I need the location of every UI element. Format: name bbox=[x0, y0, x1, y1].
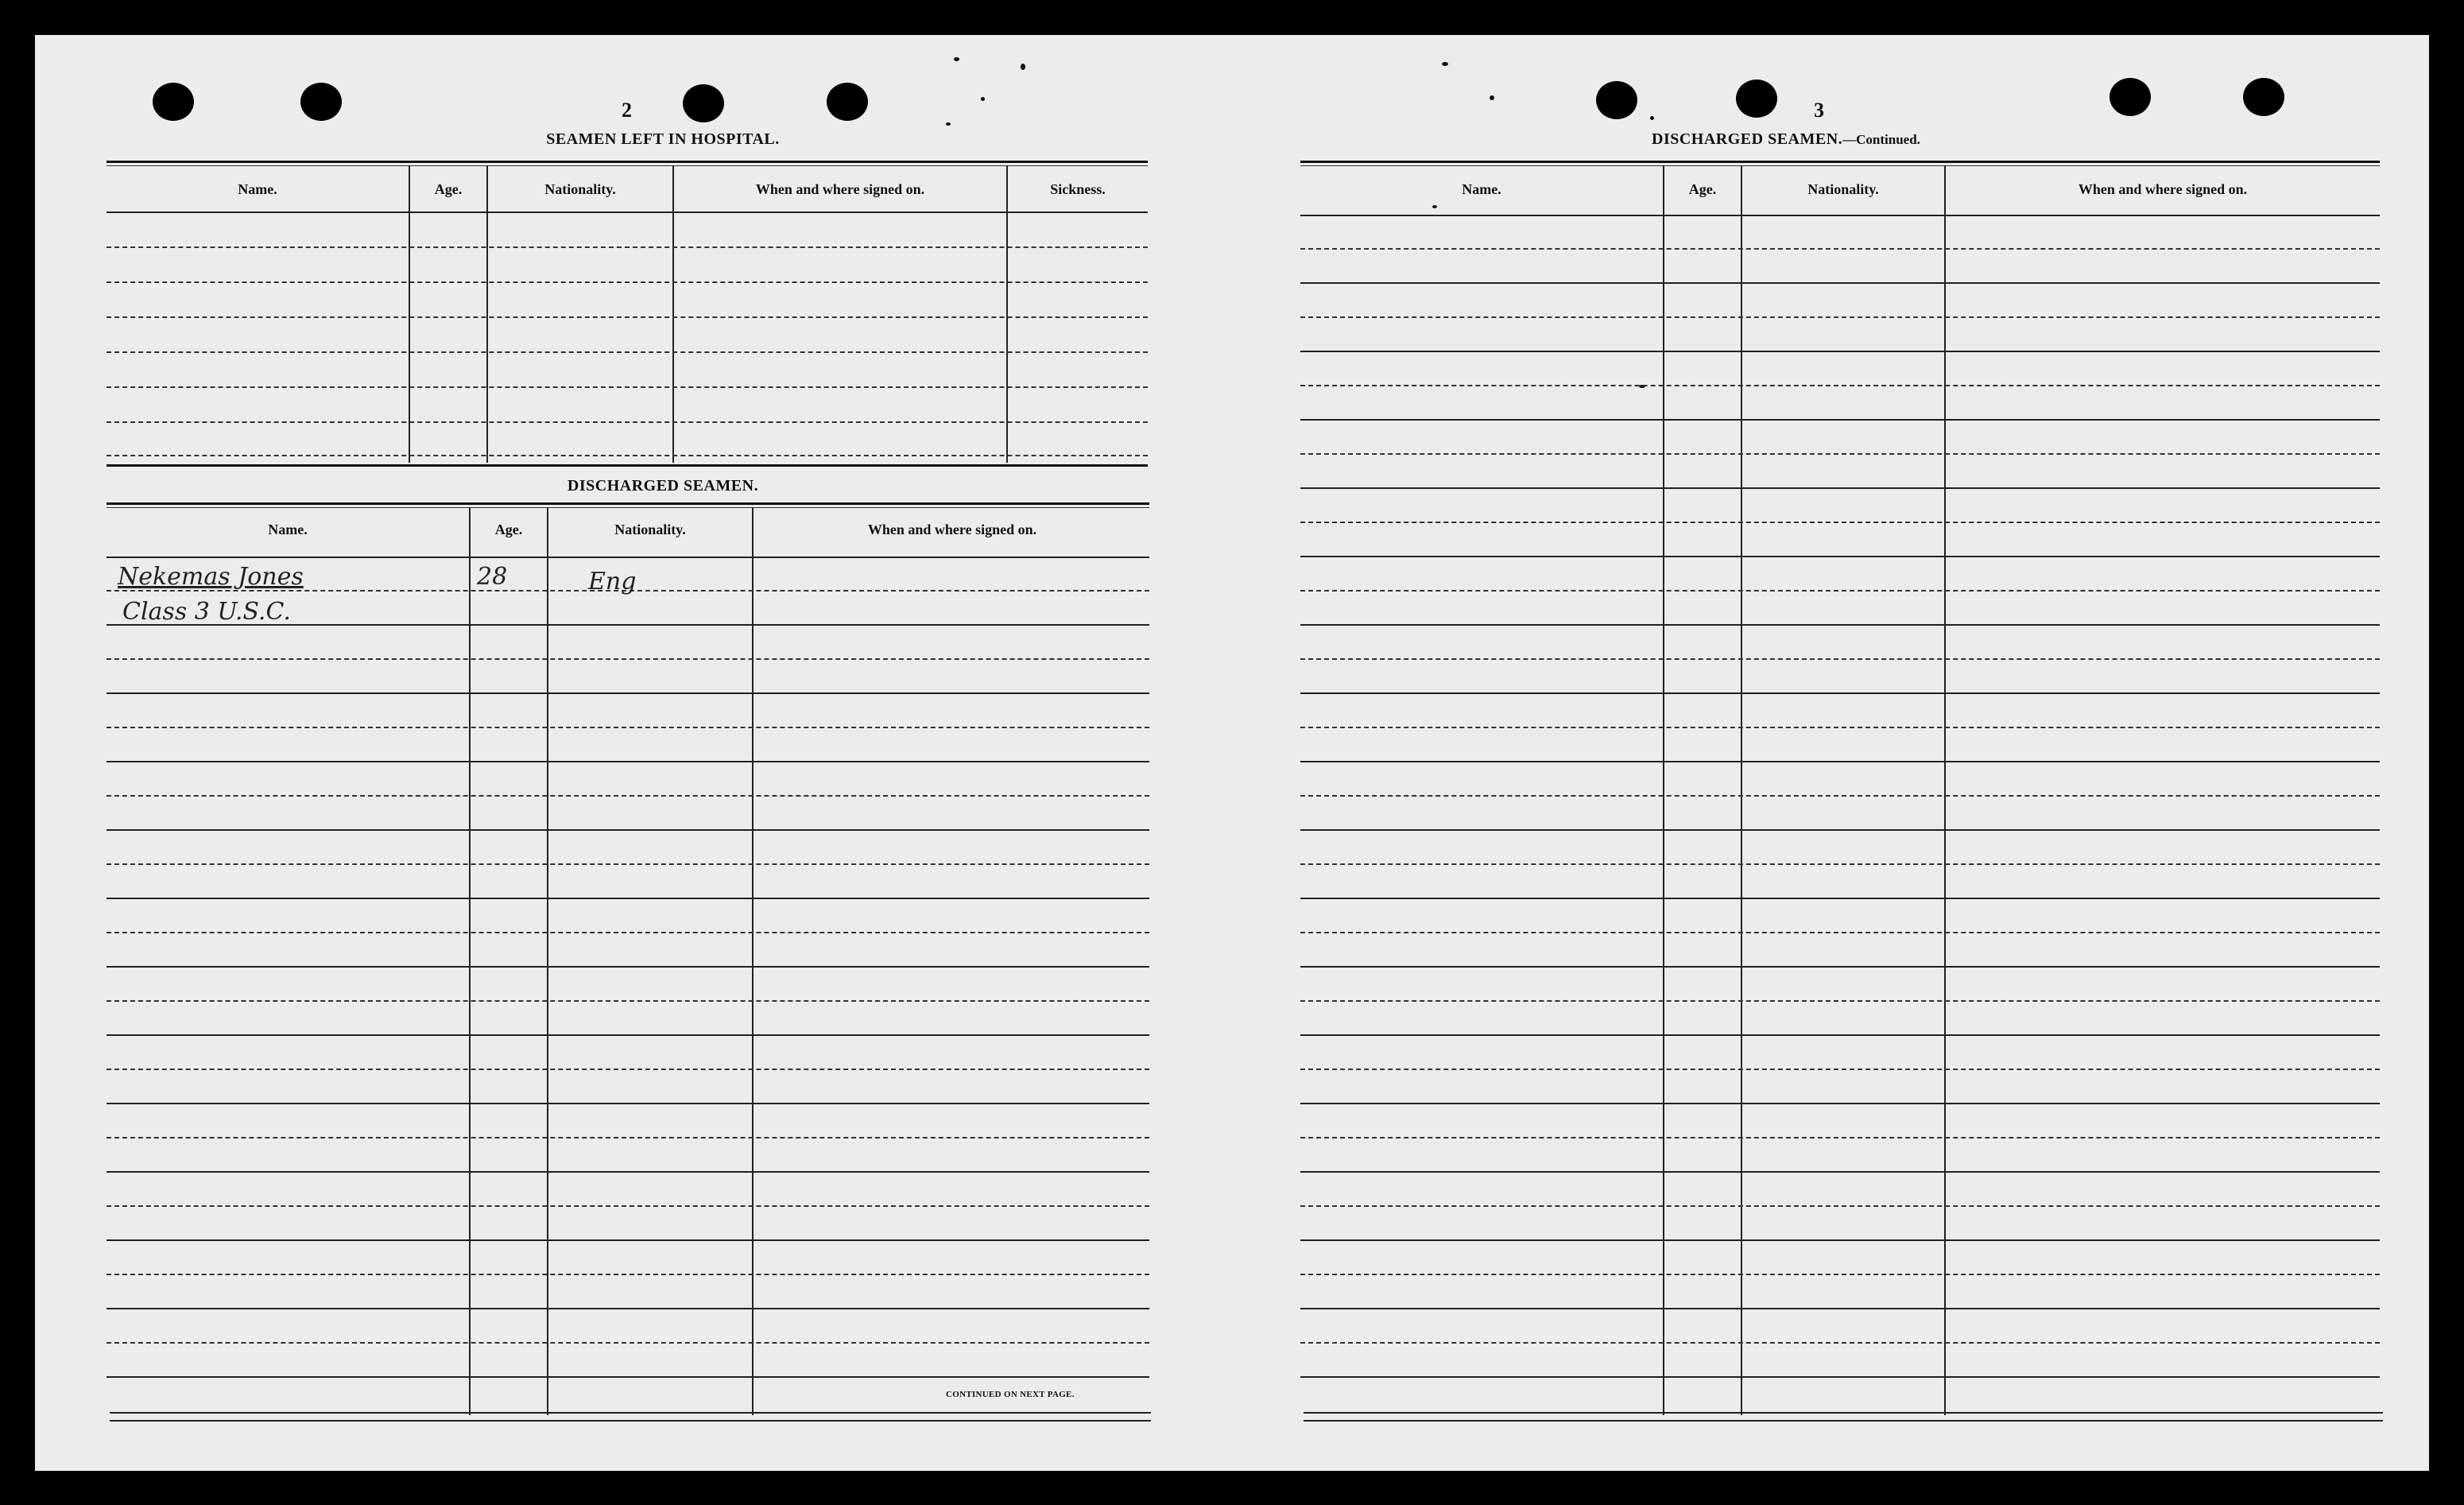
ledger-row-line bbox=[1300, 1171, 2380, 1173]
ledger-row-line bbox=[1300, 1274, 2380, 1275]
ledger-row-line bbox=[1300, 692, 2380, 694]
divider-age bbox=[469, 507, 471, 1415]
section-title-continued: —Continued. bbox=[1842, 132, 1920, 147]
ledger-row-line bbox=[1300, 590, 2380, 592]
ledger-row-line bbox=[1300, 863, 2380, 865]
col-header-when-where: When and where signed on. bbox=[2078, 181, 2248, 197]
divider-nationality bbox=[547, 507, 548, 1415]
ledger-row-line bbox=[107, 966, 1149, 968]
punch-hole bbox=[2243, 78, 2284, 116]
ledger-row-line bbox=[107, 1274, 1149, 1275]
ledger-row-line bbox=[107, 658, 1149, 660]
punch-hole bbox=[1736, 80, 1777, 118]
ledger-row-line bbox=[107, 1342, 1149, 1344]
ledger-sheet bbox=[35, 35, 2429, 1471]
ledger-row-line bbox=[107, 727, 1149, 728]
punch-hole bbox=[827, 83, 868, 121]
ledger-row-line bbox=[107, 1308, 1149, 1309]
ledger-row-line bbox=[1300, 248, 2380, 250]
handwritten-nationality: Eng bbox=[588, 568, 637, 595]
ledger-row-line bbox=[1300, 761, 2380, 762]
section-title-main: DISCHARGED SEAMEN. bbox=[1652, 130, 1843, 148]
ledger-row-line bbox=[107, 692, 1149, 694]
ledger-row-line bbox=[107, 1376, 1149, 1378]
ledger-row-line bbox=[1300, 351, 2380, 352]
page-number: 3 bbox=[1814, 99, 1824, 122]
punch-hole bbox=[1596, 81, 1637, 119]
ledger-row-line bbox=[107, 1137, 1149, 1138]
ledger-row-line bbox=[1300, 556, 2380, 557]
ledger-row-line bbox=[1300, 1137, 2380, 1138]
ledger-row-line bbox=[1300, 898, 2380, 899]
col-header-name: Name. bbox=[1462, 181, 1501, 197]
ledger-row-line bbox=[1300, 658, 2380, 660]
ledger-row-line bbox=[107, 1239, 1149, 1241]
ledger-row-line bbox=[1300, 829, 2380, 831]
punch-hole bbox=[153, 83, 194, 121]
ledger-row-line bbox=[1300, 522, 2380, 523]
ledger-row-line bbox=[107, 1205, 1149, 1207]
col-header-nationality: Nationality. bbox=[614, 522, 686, 537]
ledger-row-line bbox=[107, 829, 1149, 831]
section-title-hospital: SEAMEN LEFT IN HOSPITAL. bbox=[546, 130, 780, 148]
ledger-row-line bbox=[1300, 1205, 2380, 1207]
col-header-when-where: When and where signed on. bbox=[755, 181, 925, 197]
ledger-row-line bbox=[1300, 316, 2380, 318]
ledger-row-line bbox=[107, 761, 1149, 762]
ledger-row-line bbox=[1300, 932, 2380, 933]
ledger-row-line bbox=[107, 863, 1149, 865]
ledger-row-line bbox=[1300, 1000, 2380, 1002]
continued-note: CONTINUED ON NEXT PAGE. bbox=[946, 1390, 1075, 1399]
divider-age bbox=[1663, 165, 1664, 1415]
section-title-discharged: DISCHARGED SEAMEN. bbox=[567, 477, 759, 495]
ledger-row-line bbox=[1300, 385, 2380, 386]
ledger-row-line bbox=[1300, 1342, 2380, 1344]
divider-nationality bbox=[1741, 165, 1742, 1415]
punch-hole bbox=[2110, 78, 2151, 116]
section-title-discharged-continued bbox=[1652, 130, 1920, 149]
punch-hole bbox=[300, 83, 342, 121]
handwritten-rating: Class 3 U.S.C. bbox=[122, 598, 291, 626]
col-header-sickness: Sickness. bbox=[1050, 181, 1106, 197]
ledger-row-line bbox=[1300, 1069, 2380, 1070]
page-number: 2 bbox=[622, 99, 632, 122]
col-header-age: Age. bbox=[434, 181, 463, 197]
ledger-row-line bbox=[107, 795, 1149, 797]
col-header-nationality: Nationality. bbox=[544, 181, 616, 197]
col-header-name: Name. bbox=[238, 181, 277, 197]
ledger-row-line bbox=[1300, 1034, 2380, 1036]
ledger-row-line bbox=[1300, 1239, 2380, 1241]
punch-hole bbox=[683, 84, 724, 122]
ledger-row-line bbox=[1300, 1103, 2380, 1104]
col-header-nationality: Nationality. bbox=[1807, 181, 1879, 197]
handwritten-name: Nekemas Jones bbox=[118, 563, 304, 591]
ledger-row-line bbox=[107, 1000, 1149, 1002]
col-header-age: Age. bbox=[1688, 181, 1717, 197]
divider-when-where bbox=[1944, 165, 1946, 1415]
ledger-row-line bbox=[107, 932, 1149, 933]
ledger-row-line bbox=[1300, 1376, 2380, 1378]
ledger-row-line bbox=[107, 1069, 1149, 1070]
ledger-row-line bbox=[1300, 419, 2380, 421]
ledger-row-line bbox=[1300, 966, 2380, 968]
ledger-row-line bbox=[1300, 795, 2380, 797]
ledger-row-line bbox=[107, 1103, 1149, 1104]
ledger-row-line bbox=[1300, 727, 2380, 728]
divider-when-where bbox=[752, 507, 754, 1415]
col-header-when-where: When and where signed on. bbox=[867, 522, 1037, 537]
ledger-row-line bbox=[1300, 453, 2380, 455]
ledger-row-line bbox=[1300, 487, 2380, 489]
handwritten-age: 28 bbox=[477, 563, 508, 591]
ledger-row-line bbox=[107, 1034, 1149, 1036]
ledger-row-line bbox=[1300, 624, 2380, 626]
ledger-row-line bbox=[107, 1171, 1149, 1173]
col-header-name: Name. bbox=[268, 522, 308, 537]
ledger-row-line bbox=[1300, 1308, 2380, 1309]
ledger-row-line bbox=[1300, 282, 2380, 284]
ledger-row-line bbox=[107, 898, 1149, 899]
col-header-age: Age. bbox=[494, 522, 523, 537]
